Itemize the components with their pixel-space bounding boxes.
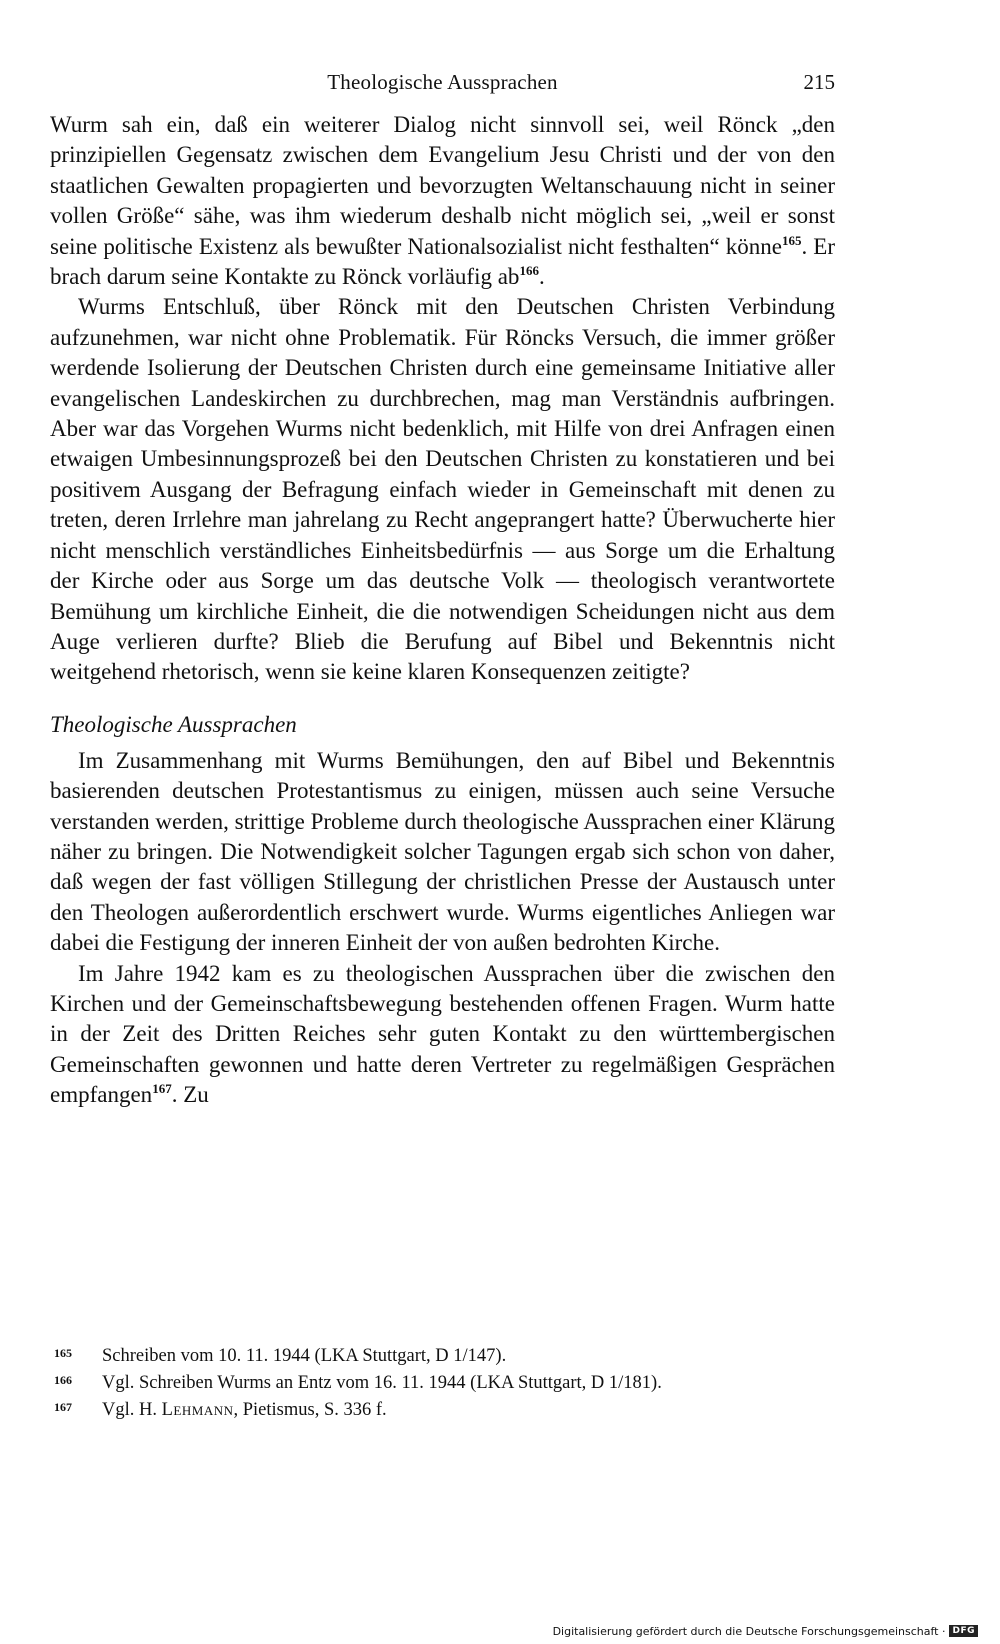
paragraph-1-continuation: . Er brach darum seine Kontakte zu Rönck vorläufig ab	[50, 233, 835, 290]
footnote-text-post: , Pietismus, S. 336 f.	[233, 1400, 387, 1420]
running-title: Theologische Aussprachen	[327, 70, 558, 94]
footnote-text: Schreiben vom 10. 11. 1944 (LKA Stuttgart, D 1/147).	[102, 1346, 507, 1366]
body-text	[50, 110, 835, 1111]
footnote-text-pre: Vgl. H.	[102, 1400, 162, 1420]
paragraph-4	[50, 959, 835, 1111]
paragraph-1-text: Wurm sah ein, daß ein weiterer Dialog nicht sinnvoll sei, weil Rönck „den prinzipiellen Gegensatz zwischen dem Evangelium Jesu Christi und der von den staatlichen Gewalten propagierten und bevorzugten Weltanschauung nicht in seiner vollen Größe“ sähe, was ihm wiederum deshalb nicht möglich sei, „weil er sonst seine politische Existenz als bewußter Nationalsozialist nicht festhalten“ könne	[50, 112, 835, 259]
footnote-number: 166	[54, 1373, 72, 1387]
section-heading: Theologische Aussprachen	[50, 711, 297, 737]
footnote-165	[50, 1343, 835, 1370]
footnotes	[50, 1343, 835, 1424]
paragraph-4-text: Im Jahre 1942 kam es zu theologischen Aussprachen über die zwischen den Kirchen und der Gemeinschaftsbewegung bestehenden offenen Fragen. Wurm hatte in der Zeit des Dritten Reiches sehr guten Kontakt zu den württembergischen Gemeinschaften gewonnen und hatte deren Vertreter zu regelmäßigen Gesprächen empfangen	[50, 960, 835, 1108]
paragraph-1-end: .	[538, 264, 545, 290]
credit-text: Digitalisierung gefördert durch die Deutsche Forschungsgemeinschaft ·	[552, 1624, 946, 1638]
footnote-number: 167	[54, 1400, 72, 1414]
page-number: 215	[803, 70, 835, 94]
paragraph-3: Im Zusammenhang mit Wurms Bemühungen, den auf Bibel und Bekenntnis basierenden deutschen Protestantismus zu einigen, müssen auch seine Versuche verstanden werden, strittige Probleme durch theologische Aussprachen einer Klärung näher zu bringen. Die Notwendigkeit solcher Tagungen ergab sich schon von daher, daß wegen der fast völligen Stillegung der christlichen Presse der Austausch unter den Theologen außerordentlich erschwert wurde. Wurms eigentliches Anliegen war dabei die Festigung der inneren Einheit der von außen bedrohten Kirche.	[50, 747, 835, 956]
footnote-ref-166[interactable]: 166	[519, 263, 539, 279]
footnote-text: Vgl. Schreiben Wurms an Entz vom 16. 11. 1944 (LKA Stuttgart, D 1/181).	[102, 1373, 662, 1393]
paragraph-4-end: . Zu	[171, 1082, 209, 1108]
dfg-logo: DFG	[949, 1625, 978, 1637]
digitization-credit	[553, 1622, 978, 1640]
footnote-166	[50, 1370, 835, 1397]
paragraph-1	[50, 110, 835, 292]
footnote-ref-167[interactable]: 167	[152, 1081, 172, 1097]
footnote-author: Lehmann	[161, 1400, 234, 1420]
footnote-text	[102, 1397, 835, 1424]
footnote-ref-165[interactable]: 165	[781, 232, 802, 248]
footnote-number: 165	[54, 1346, 72, 1360]
paragraph-2: Wurms Entschluß, über Rönck mit den Deutschen Christen Verbindung aufzunehmen, war nicht ohne Problematik. Für Röncks Versuch, die immer größer werdende Isolierung der Deutschen Christen durch eine gemeinsame Initiative aller evangelischen Landeskirchen zu durchbrechen, mag man Verständnis aufbringen. Aber war das Vorgehen Wurms nicht bedenklich, mit Hilfe von drei Anfragen einen etwaigen Umbesinnungsprozeß bei den Deutschen Christen zu konstatieren und bei positivem Ausgang der Befragung einfach wieder in Gemeinschaft mit denen zu treten, deren Irrlehre man jahrelang zu Recht angeprangert hatte? Überwucherte hier nicht menschlich verständliches Einheitsbedürfnis — aus Sorge um die Erhaltung der Kirche oder aus Sorge um das deutsche Volk — theologisch verantwortete Bemühung um kirchliche Einheit, die die notwendigen Scheidungen nicht aus dem Auge verlieren durfte? Blieb die Berufung auf Bibel und Bekenntnis nicht weitgehend rhetorisch, wenn sie keine klaren Konsequenzen zeitigte?	[50, 294, 835, 685]
page-header	[50, 70, 835, 100]
footnote-167	[50, 1397, 835, 1424]
